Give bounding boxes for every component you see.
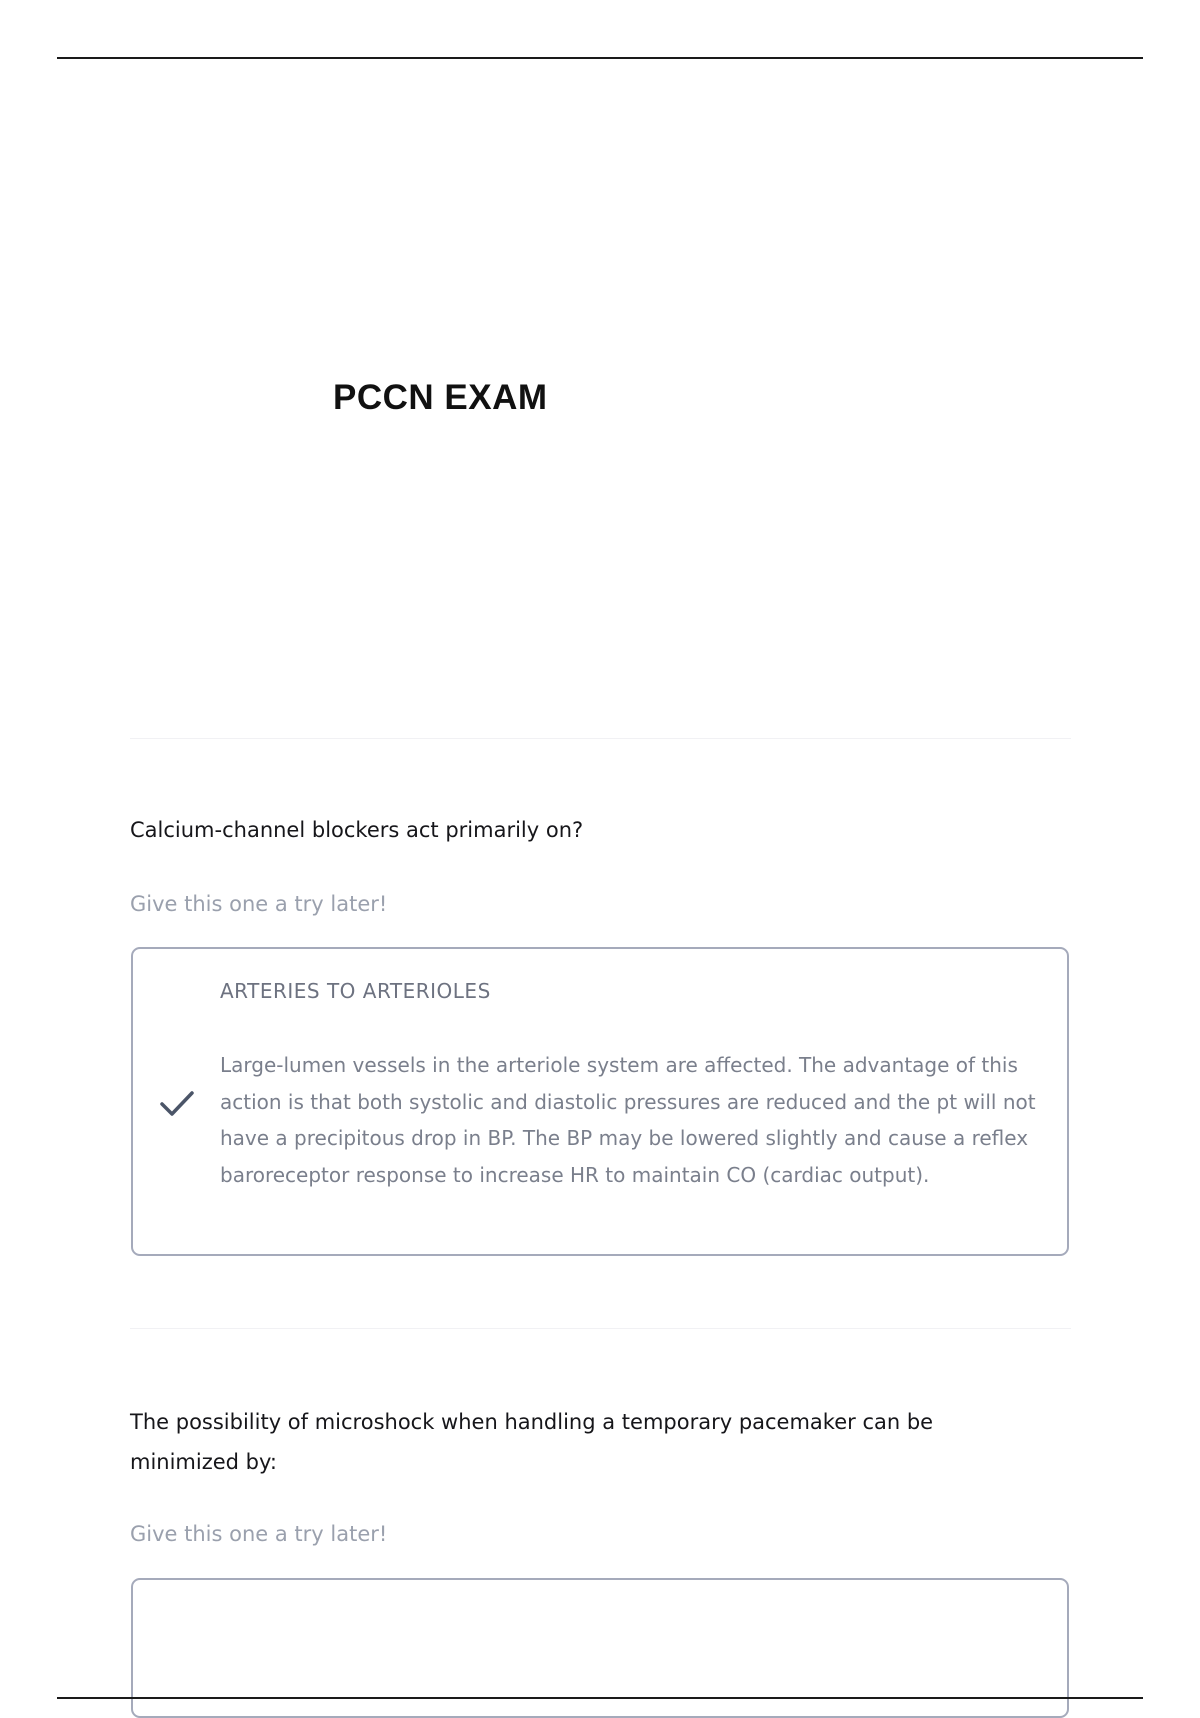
answer-option[interactable] [131,947,1069,1256]
try-later-hint: Give this one a try later! [130,892,388,916]
page-top-rule [57,57,1143,59]
question-prompt: Calcium-channel blockers act primarily on? [130,818,584,842]
answer-title: ARTERIES TO ARTERIOLES [220,979,491,1003]
answer-explanation: Large-lumen vessels in the arteriole system are affected. The advantage of this action is that both systolic and diastolic pressures are reduced and the pt will not have a precipitous drop in BP. The BP may be lowered slightly and cause a reflex baroreceptor response to increase HR to maintain CO (cardiac output). [220,1053,1036,1187]
section-divider [130,1328,1071,1329]
check-icon [159,1089,195,1119]
section-divider [130,738,1071,739]
question-prompt: The possibility of microshock when handling a temporary pacemaker can be minimized by: [130,1410,934,1474]
try-later-hint: Give this one a try later! [130,1522,388,1546]
page-bottom-rule [57,1697,1143,1699]
document-title: PCCN EXAM [333,378,548,417]
